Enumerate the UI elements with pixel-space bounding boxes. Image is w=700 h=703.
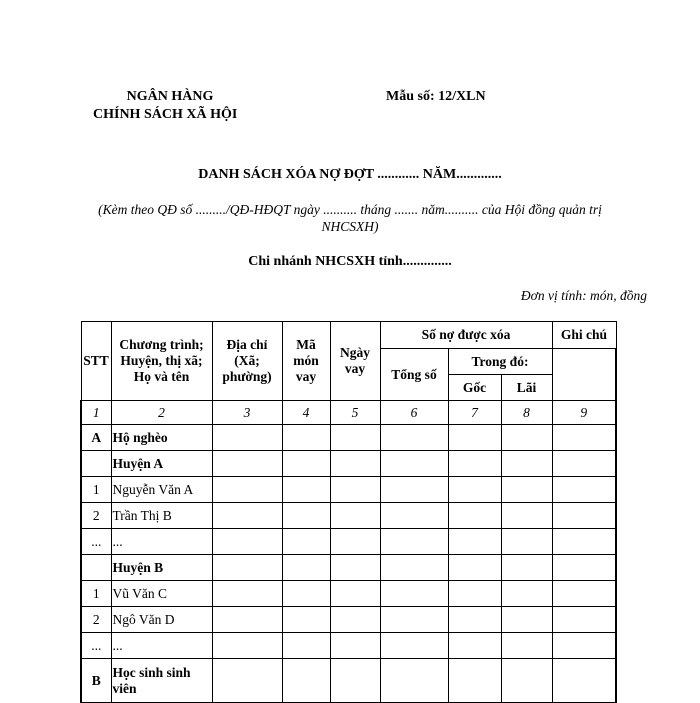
header-stt: STT xyxy=(81,322,111,401)
row-cell-empty xyxy=(212,659,282,703)
row-cell-empty xyxy=(282,555,330,581)
row-cell-empty xyxy=(212,503,282,529)
row-name: ... xyxy=(111,529,212,555)
row-cell-empty xyxy=(330,581,380,607)
row-cell-empty xyxy=(212,581,282,607)
row-cell-empty xyxy=(448,581,501,607)
org-name-line2: CHÍNH SÁCH XÃ HỘI xyxy=(93,107,238,122)
row-cell-empty xyxy=(380,477,448,503)
row-cell-empty xyxy=(380,503,448,529)
row-cell-empty xyxy=(380,425,448,451)
row-cell-empty xyxy=(282,451,330,477)
row-cell-empty xyxy=(552,555,616,581)
row-stt: ... xyxy=(81,633,111,659)
row-cell-empty xyxy=(380,451,448,477)
row-stt xyxy=(81,555,111,581)
row-cell-empty xyxy=(552,529,616,555)
row-stt: 2 xyxy=(81,607,111,633)
row-cell-empty xyxy=(501,555,552,581)
row-cell-empty xyxy=(282,425,330,451)
row-cell-empty xyxy=(212,555,282,581)
header-debt-written-off: Số nợ được xóa xyxy=(380,322,552,349)
row-stt xyxy=(81,451,111,477)
row-cell-empty xyxy=(282,477,330,503)
row-cell-empty xyxy=(501,659,552,703)
row-cell-empty xyxy=(380,581,448,607)
row-cell-empty xyxy=(282,581,330,607)
row-stt: 2 xyxy=(81,503,111,529)
row-cell-empty xyxy=(212,529,282,555)
header-loan-date: Ngày vay xyxy=(330,322,380,401)
row-cell-empty xyxy=(330,425,380,451)
row-cell-empty xyxy=(448,529,501,555)
col-number: 5 xyxy=(330,401,380,425)
table-row xyxy=(81,451,616,477)
row-stt: B xyxy=(81,659,111,703)
header-note: Ghi chú xyxy=(552,322,616,349)
row-cell-empty xyxy=(212,451,282,477)
row-cell-empty xyxy=(380,555,448,581)
row-cell-empty xyxy=(552,607,616,633)
row-cell-empty xyxy=(501,451,552,477)
row-name: Huyện A xyxy=(111,451,212,477)
row-cell-empty xyxy=(501,503,552,529)
row-cell-empty xyxy=(212,477,282,503)
col-number: 2 xyxy=(111,401,212,425)
row-cell-empty xyxy=(282,633,330,659)
form-number: Mẫu số: 12/XLN xyxy=(386,89,486,104)
header-of-which: Trong đó: xyxy=(448,349,552,375)
row-cell-empty xyxy=(501,633,552,659)
header-principal: Gốc xyxy=(448,375,501,401)
row-cell-empty xyxy=(330,529,380,555)
row-cell-empty xyxy=(282,607,330,633)
table-row xyxy=(81,477,616,503)
row-cell-empty xyxy=(330,451,380,477)
row-name: ... xyxy=(111,633,212,659)
row-name: Học sinh sinh viên xyxy=(111,659,212,703)
document-subtitle: (Kèm theo QĐ số ........./QĐ-HĐQT ngày .......... tháng ....... năm.......... của Hội đồng quản trị NHCSXH) xyxy=(98,202,602,234)
header-program: Chương trình; Huyện, thị xã; Họ và tên xyxy=(111,322,212,401)
header-note-empty xyxy=(552,349,616,401)
row-cell-empty xyxy=(448,451,501,477)
row-cell-empty xyxy=(552,477,616,503)
row-cell-empty xyxy=(501,477,552,503)
row-cell-empty xyxy=(501,607,552,633)
row-name: Trần Thị B xyxy=(111,503,212,529)
row-cell-empty xyxy=(552,503,616,529)
row-cell-empty xyxy=(212,607,282,633)
row-cell-empty xyxy=(501,529,552,555)
header-address: Địa chỉ (Xã; phường) xyxy=(212,322,282,401)
row-cell-empty xyxy=(448,477,501,503)
table-row xyxy=(81,425,616,451)
row-cell-empty xyxy=(501,425,552,451)
row-cell-empty xyxy=(380,607,448,633)
row-cell-empty xyxy=(448,425,501,451)
row-cell-empty xyxy=(380,529,448,555)
row-name: Huyện B xyxy=(111,555,212,581)
col-number: 9 xyxy=(552,401,616,425)
col-number: 6 xyxy=(380,401,448,425)
row-cell-empty xyxy=(552,425,616,451)
row-cell-empty xyxy=(552,451,616,477)
row-cell-empty xyxy=(448,503,501,529)
row-cell-empty xyxy=(282,529,330,555)
row-cell-empty xyxy=(212,633,282,659)
table-row xyxy=(81,581,616,607)
header-loan-id: Mã món vay xyxy=(282,322,330,401)
header-interest: Lãi xyxy=(501,375,552,401)
row-cell-empty xyxy=(282,503,330,529)
row-stt: 1 xyxy=(81,477,111,503)
table-row xyxy=(81,555,616,581)
row-cell-empty xyxy=(448,659,501,703)
row-name: Hộ nghèo xyxy=(111,425,212,451)
table-row xyxy=(81,633,616,659)
unit-label: Đơn vị tính: món, đồng xyxy=(520,288,647,303)
row-name: Nguyễn Văn A xyxy=(111,477,212,503)
row-cell-empty xyxy=(330,659,380,703)
col-number: 4 xyxy=(282,401,330,425)
row-cell-empty xyxy=(282,659,330,703)
row-cell-empty xyxy=(448,633,501,659)
col-number: 8 xyxy=(501,401,552,425)
row-stt: A xyxy=(81,425,111,451)
row-cell-empty xyxy=(212,425,282,451)
branch-line: Chi nhánh NHCSXH tỉnh.............. xyxy=(248,254,452,269)
row-cell-empty xyxy=(552,659,616,703)
row-cell-empty xyxy=(330,477,380,503)
row-cell-empty xyxy=(501,581,552,607)
row-cell-empty xyxy=(380,633,448,659)
document-title: DANH SÁCH XÓA NỢ ĐỢT ............ NĂM............. xyxy=(198,167,502,182)
row-cell-empty xyxy=(330,503,380,529)
col-number: 7 xyxy=(448,401,501,425)
table-row xyxy=(81,607,616,633)
org-name-line1: NGÂN HÀNG xyxy=(126,89,214,104)
write-off-table xyxy=(80,321,617,703)
row-cell-empty xyxy=(448,607,501,633)
header-total: Tổng số xyxy=(380,349,448,401)
row-stt: ... xyxy=(81,529,111,555)
row-cell-empty xyxy=(330,555,380,581)
row-cell-empty xyxy=(330,633,380,659)
table-row xyxy=(81,503,616,529)
row-cell-empty xyxy=(552,581,616,607)
row-cell-empty xyxy=(552,633,616,659)
row-name: Vũ Văn C xyxy=(111,581,212,607)
row-cell-empty xyxy=(380,659,448,703)
row-cell-empty xyxy=(448,555,501,581)
col-number: 1 xyxy=(81,401,111,425)
col-number: 3 xyxy=(212,401,282,425)
table-row xyxy=(81,529,616,555)
row-cell-empty xyxy=(330,607,380,633)
table-row xyxy=(81,659,616,703)
row-stt: 1 xyxy=(81,581,111,607)
row-name: Ngô Văn D xyxy=(111,607,212,633)
